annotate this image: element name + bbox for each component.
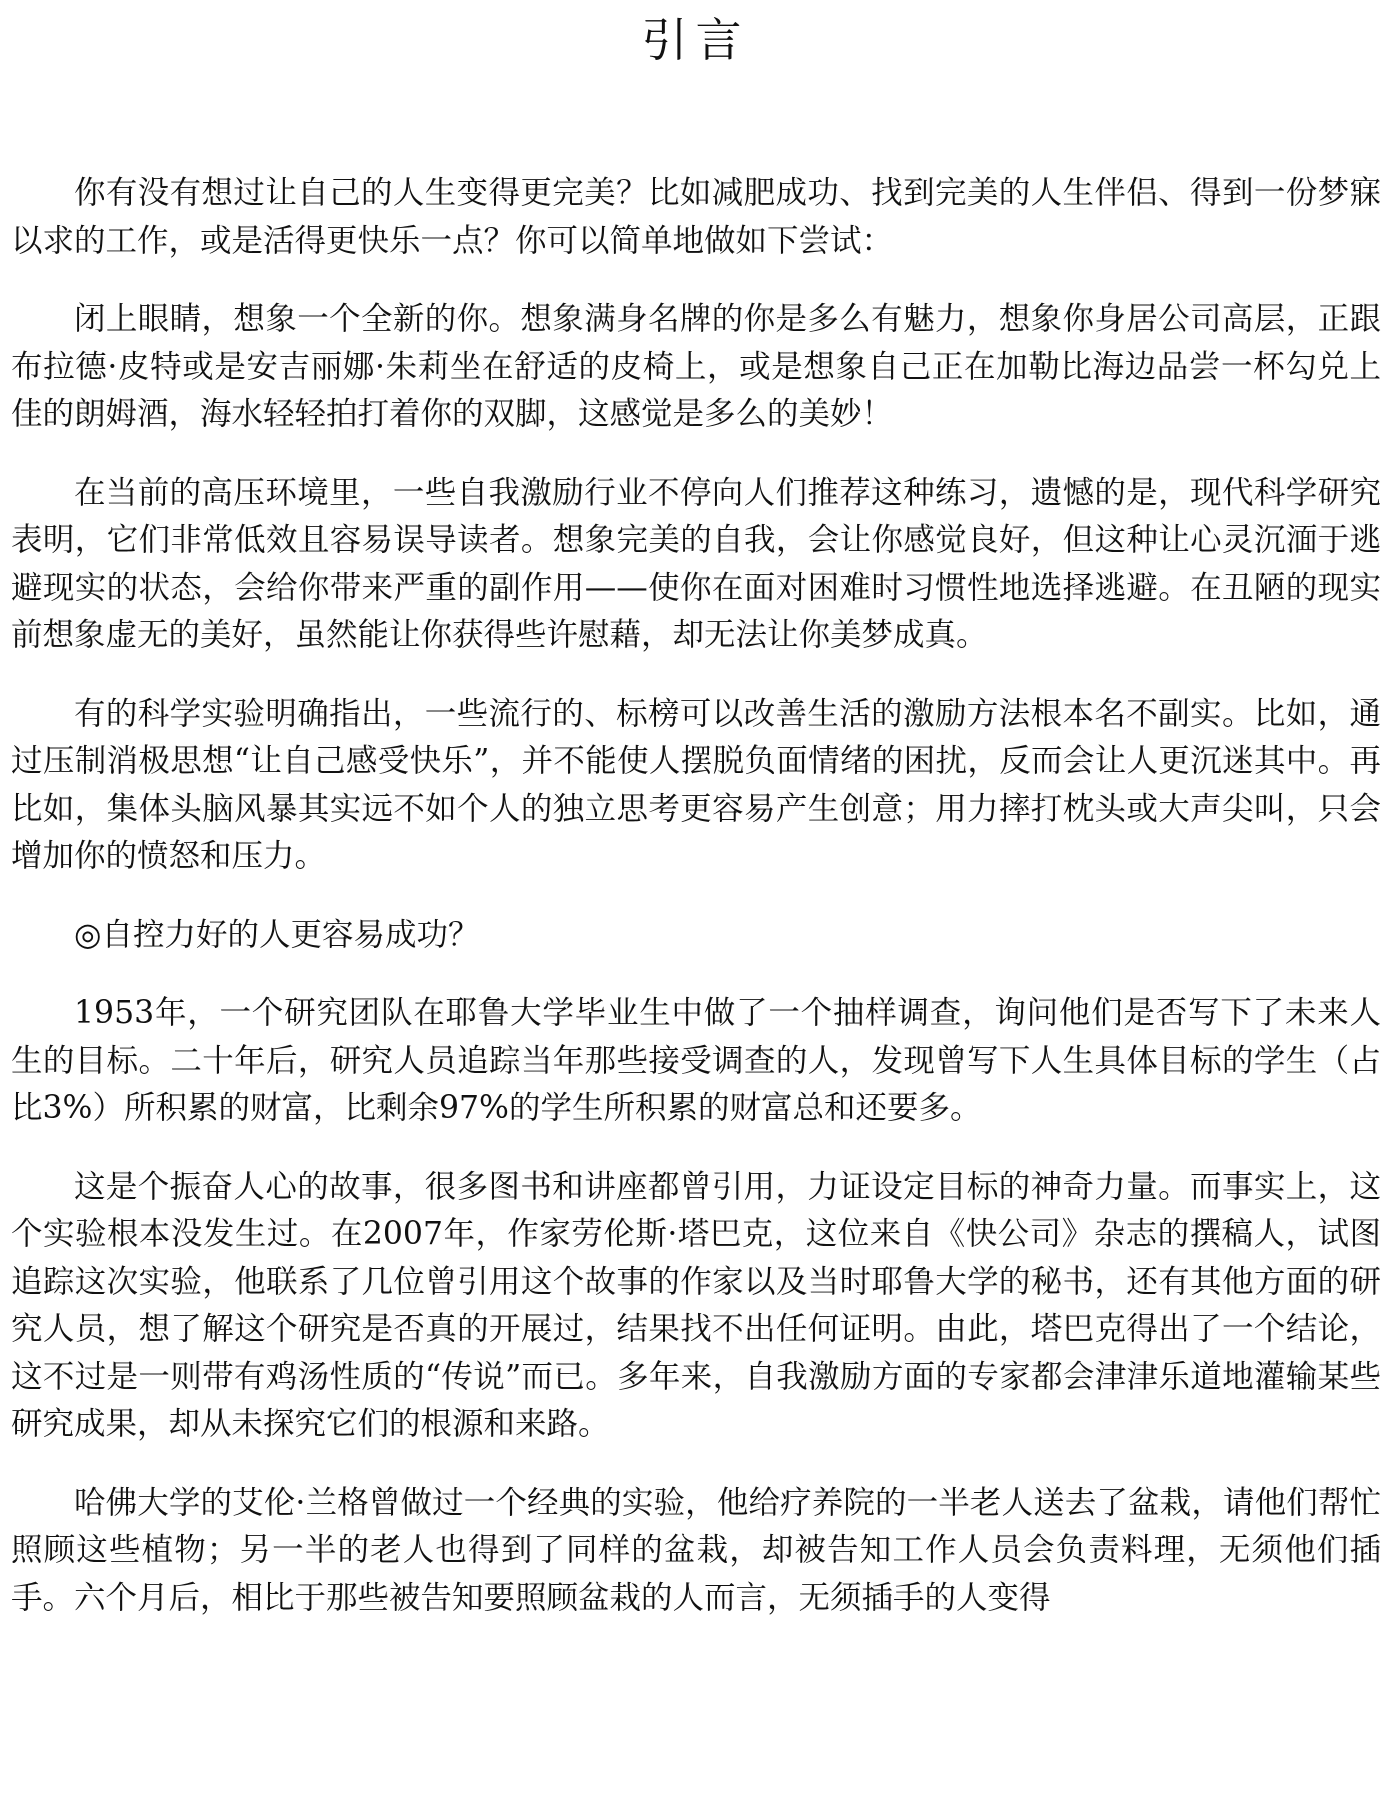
paragraph: 这是个振奋人心的故事，很多图书和讲座都曾引用，力证设定目标的神奇力量。而事实上，这个实验根本没发生过。在2007年，作家劳伦斯·塔巴克，这位来自《快公司》杂志的撰稿人，试图追踪这次实验，他联系了几位曾引用这个故事的作家以及当时耶鲁大学的秘书，还有其他方面的研究人员，想了解这个研究是否真的开展过，结果找不出任何证明。由此，塔巴克得出了一个结论，这不过是一则带有鸡汤性质的“传说”而已。多年来，自我激励方面的专家都会津津乐道地灌输某些研究成果，却从未探究它们的根源和来路。 <box>11 1168 1381 1442</box>
paragraph: 闭上眼睛，想象一个全新的你。想象满身名牌的你是多么有魅力，想象你身居公司高层，正跟布拉德·皮特或是安吉丽娜·朱莉坐在舒适的皮椅上，或是想象自己正在加勒比海边品尝一杯勾兑上佳的朗姆酒，海水轻轻拍打着你的双脚，这感觉是多么的美妙！ <box>11 301 1381 432</box>
paragraph: 在当前的高压环境里，一些自我激励行业不停向人们推荐这种练习，遗憾的是，现代科学研究表明，它们非常低效且容易误导读者。想象完美的自我，会让你感觉良好，但这种让心灵沉湎于逃避现实的状态，会给你带来严重的副作用——使你在面对困难时习惯性地选择逃避。在丑陋的现实前想象虚无的美好，虽然能让你获得些许慰藉，却无法让你美梦成真。 <box>11 474 1381 653</box>
paragraph: 1953年，一个研究团队在耶鲁大学毕业生中做了一个抽样调查，询问他们是否写下了未来人生的目标。二十年后，研究人员追踪当年那些接受调查的人，发现曾写下人生具体目标的学生（占比3%）所积累的财富，比剩余97%的学生所积累的财富总和还要多。 <box>11 995 1381 1126</box>
body-text <box>11 170 1381 1653</box>
paragraph: 有的科学实验明确指出，一些流行的、标榜可以改善生活的激励方法根本名不副实。比如，通过压制消极思想“让自己感受快乐”，并不能使人摆脱负面情绪的困扰，反而会让人更沉迷其中。再比如，集体头脑风暴其实远不如个人的独立思考更容易产生创意；用力摔打枕头或大声尖叫，只会增加你的愤怒和压力。 <box>11 695 1381 874</box>
chapter-title: 引言 <box>641 13 750 67</box>
section-heading: ◎自控力好的人更容易成功？ <box>74 916 480 953</box>
paragraph: 你有没有想过让自己的人生变得更完美？比如减肥成功、找到完美的人生伴侣、得到一份梦寐以求的工作，或是活得更快乐一点？你可以简单地做如下尝试： <box>11 175 1381 259</box>
paragraph: 哈佛大学的艾伦·兰格曾做过一个经典的实验，他给疗养院的一半老人送去了盆栽，请他们帮忙照顾这些植物；另一半的老人也得到了同样的盆栽，却被告知工作人员会负责料理，无须他们插手。六个月后，相比于那些被告知要照顾盆栽的人而言，无须插手的人变得 <box>11 1484 1381 1616</box>
